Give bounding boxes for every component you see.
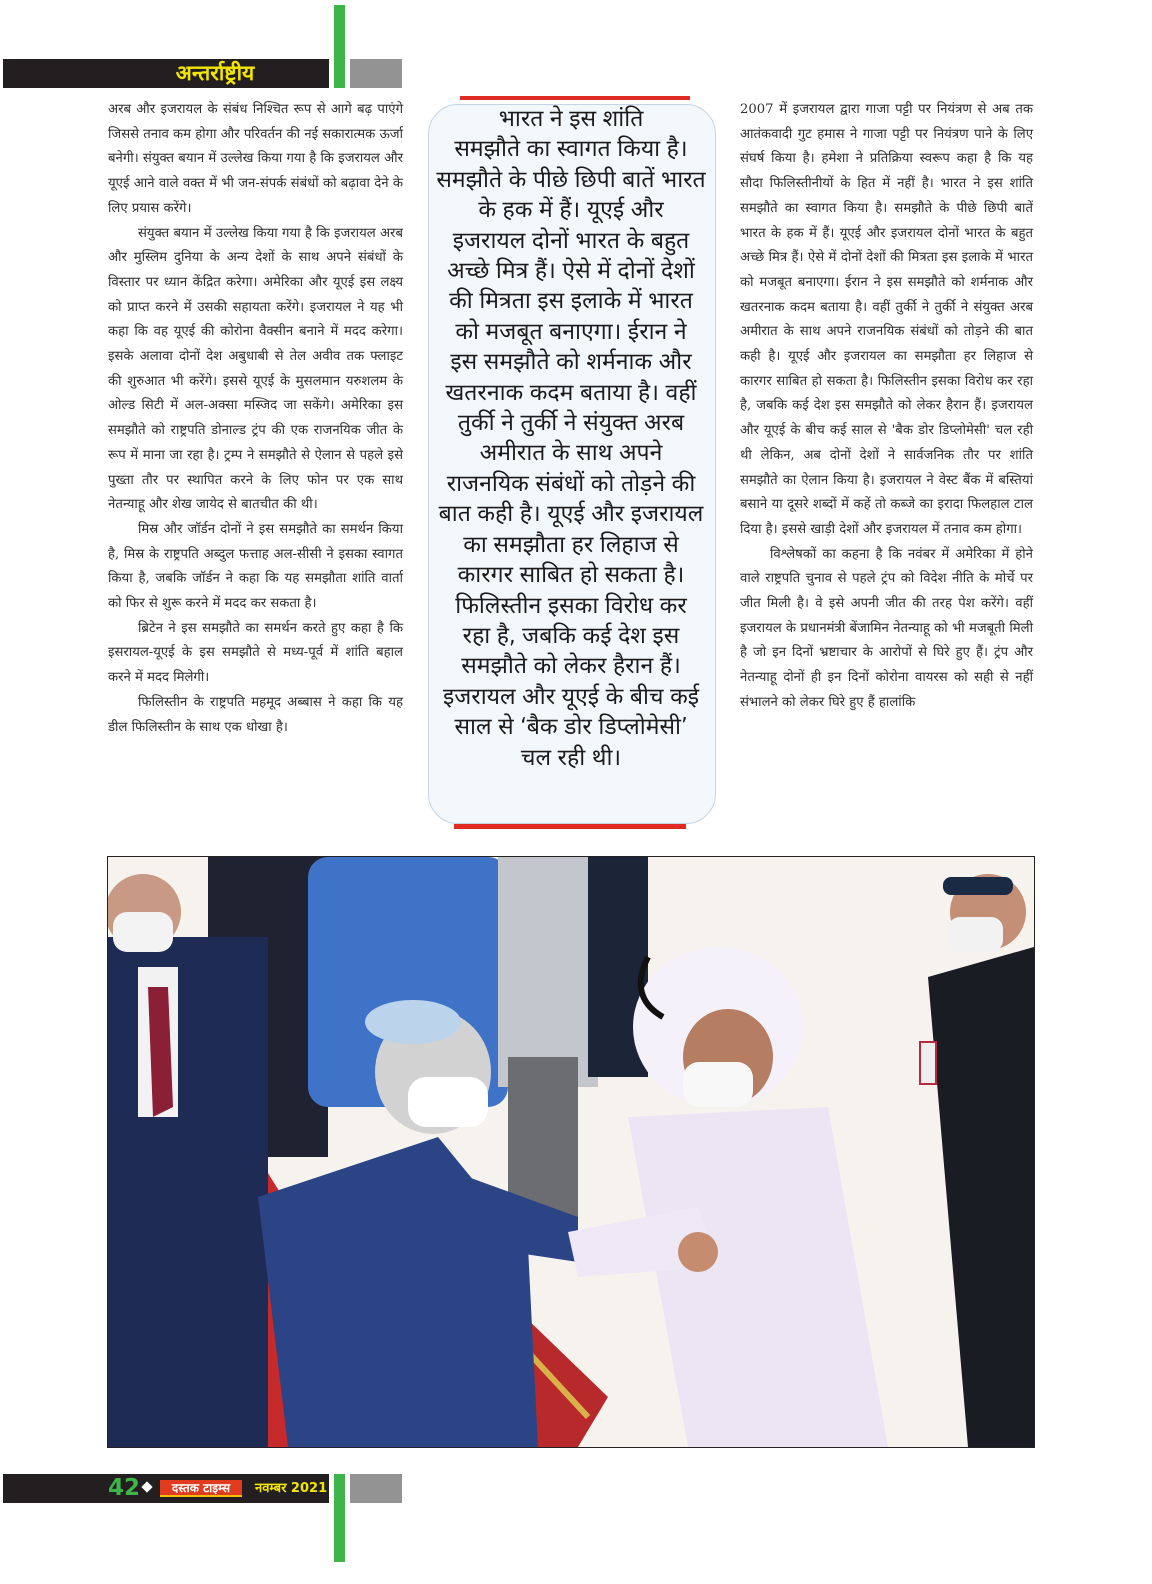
pull-quote-line: समझौते का स्वागत किया है।	[454, 136, 688, 163]
pull-quote-line: की मित्रता इस इलाके में भारत	[449, 288, 693, 315]
section-title: अन्तर्राष्ट्रीय	[175, 61, 255, 85]
paragraph: विश्लेषकों का कहना है कि नवंबर में अमेरिका में होने वाले राष्ट्रपति चुनाव से पहले ट्रंप को विदेश नीति के मोर्चे पर जीत मिली है। वे इसे अपनी जीत की तरह पेश करेंगे। वहीं इजरायल के प्रधानमंत्री बेंजामिन नेतन्याहू को भी मजबूती मिली है जो इन दिनों भ्रष्टाचार के आरोपों से घिरे हुए हैं। ट्रंप और नेतन्याहू दोनों ही इन दिनों कोरोना वायरस को सही से नहीं संभालने को लेकर घिरे हुए हैं हालांकि	[740, 546, 1033, 710]
pull-quote-line: के हक में हैं। यूएई और	[478, 197, 664, 224]
decorative-grey-block	[350, 1474, 402, 1503]
pull-quote-top-rule	[460, 96, 690, 100]
paragraph: ब्रिटेन ने इस समझौते का समर्थन करते हुए कहा है कि इसरायल-यूएई के इस समझौते से मध्य-पूर्व में शांति बहाल करने में मदद मिलेगी।	[108, 620, 403, 686]
pull-quote-line: साल से ‘बैक डोर डिप्लोमेसी’	[454, 714, 688, 741]
pull-quote-line: कारगर साबित हो सकता है।	[457, 562, 685, 589]
pull-quote-line: समझौते के पीछे छिपी बातें भारत	[436, 166, 706, 193]
pull-quote-text	[424, 104, 718, 773]
article-column-right	[740, 98, 1033, 716]
magazine-logo-text: दस्तक टाइम्स	[160, 1480, 242, 1497]
pull-quote-line: समझौते को लेकर हैरान हैं।	[461, 653, 681, 680]
decorative-green-bar	[334, 1474, 345, 1562]
pull-quote-line: अमीरात के साथ अपने	[479, 440, 663, 467]
person-grey-shirt	[498, 857, 598, 1087]
pull-quote-line: अच्छे मित्र हैं। ऐसे में दोनों देशों	[447, 258, 695, 285]
article-column-left	[108, 98, 403, 740]
kippah	[365, 1000, 461, 1044]
pull-quote-line: इस समझौते को शर्मनाक और	[450, 349, 692, 376]
paragraph: अरब और इजरायल के संबंध निश्चित रूप से आगे बढ़ पाएंगे जिससे तनाव कम होगा और परिवर्तन की नई सकारात्मक ऊर्जा बनेगी। संयुक्त बयान में उल्लेख किया गया है कि इजरायल और यूएई आने वाले वक्त में भी जन-संपर्क संबंधों को बढ़ावा देने के लिए प्रयास करेंगे।	[108, 102, 403, 216]
decorative-green-bar	[334, 5, 345, 88]
pull-quote-bottom-rule	[454, 824, 686, 829]
photo-illustration	[108, 857, 1034, 1447]
pull-quote-line: इजरायल दोनों भारत के बहुत	[452, 227, 690, 254]
security-man-left	[108, 937, 268, 1447]
pull-quote-line: इजरायल और यूएई के बीच कई	[442, 683, 700, 710]
paragraph: 2007 में इजरायल द्वारा गाजा पट्टी पर नियंत्रण से अब तक आतंकवादी गुट हमास ने गाजा पट्टी पर नियंत्रण पाने के लिए संघर्ष किया है। हमेशा ने प्रतिक्रिया स्वरूप कहा है कि यह सौदा फिलिस्तीनीयों के हित में नहीं है। भारत ने इस शांति समझौते का स्वागत किया है। समझौते के पीछे छिपी बातें भारत के हक में हैं। यूएई और इजरायल दोनों भारत के बहुत अच्छे मित्र हैं। ऐसे में दोनों देशों की मित्रता इस इलाके में भारत को मजबूत बनाएगा। ईरान ने इस समझौते को शर्मनाक और खतरनाक कदम बताया है। वहीं तुर्की ने तुर्की ने संयुक्त अरब अमीरात के साथ अपने राजनयिक संबंधों को तोड़ने की बात कही है। यूएई और इजरायल का समझौता हर लिहाज से कारगर साबित हो सकता है। फिलिस्तीन इसका विरोध कर रहा है, जबकि कई देश इस समझौते को लेकर हैरान हैं। इजरायल और यूएई के बीच कई साल से 'बैक डोर डिप्लोमेसी' चल रही थी लेकिन, अब दोनों देशों ने सार्वजनिक तौर पर शांति समझौते का ऐलान किया है। इजरायल ने वेस्ट बैंक में बस्तियां बसाने या दूसरे शब्दों में कहें तो कब्जे का इरादा फिलहाल टाल दिया है। इससे खाड़ी देशों और इजरायल में तनाव कम होगा।	[740, 102, 1033, 537]
decorative-grey-block	[350, 59, 402, 88]
pull-quote-line: का समझौता हर लिहाज से	[463, 531, 679, 558]
pull-quote	[424, 96, 718, 826]
pull-quote-line: बात कही है। यूएई और इजरायल	[438, 501, 704, 528]
pull-quote-line: तुर्की ने तुर्की ने संयुक्त अरब	[457, 410, 685, 437]
paragraph: संयुक्त बयान में उल्लेख किया गया है कि इजरायल अरब और मुस्लिम दुनिया के अन्य देशों के साथ अपने संबंधों के विस्तार पर ध्यान केंद्रित करेगा। अमेरिका और यूएई इस लक्ष्य को प्राप्त करने में उसकी सहायता करेंगे। इजरायल ने यह भी कहा कि वह यूएई की कोरोना वैक्सीन बनाने में मदद करेगा। इसके अलावा दोनों देश अबुधाबी से तेल अवीव तक फ्लाइट की शुरुआत भी करेंगे। इससे यूएई के मुसलमान यरुशलम के ओल्ड सिटी में अल-अक्सा मस्जिद जा सकेंगे। अमेरिका इस समझौते को राष्ट्रपति डोनाल्ड ट्रंप की एक राजनयिक जीत के रूप में माना जा रहा है। ट्रम्प ने समझौते से ऐलान से पहले इसे पुख्ता तौर पर स्थापित करने के लिए फोन पर एक साथ नेतन्याहू और शेख जायेद से बातचीत की थी।	[108, 225, 403, 513]
pull-quote-line: को मजबूत बनाएगा। ईरान ने	[455, 318, 687, 345]
pull-quote-line: भारत ने इस शांति	[498, 106, 644, 132]
paragraph: फिलिस्तीन के राष्ट्रपति महमूद अब्बास ने कहा कि यह डील फिलिस्तीन के साथ एक धोखा है।	[108, 694, 403, 735]
pull-quote-line: फिलिस्तीन इसका विरोध कर	[455, 592, 687, 619]
article-photo	[107, 856, 1035, 1448]
pull-quote-line: चल रही थी।	[520, 744, 622, 771]
pull-quote-line: खतरनाक कदम बताया है। वहीं	[445, 379, 697, 406]
page-number: 42	[108, 1475, 141, 1501]
pull-quote-line: राजनयिक संबंधों को तोड़ने की	[446, 470, 696, 497]
pull-quote-line: रहा है, जबकि कई देश इस	[462, 622, 680, 649]
magazine-logo	[160, 1480, 242, 1497]
paragraph: मिस्र और जॉर्डन दोनों ने इस समझौते का समर्थन किया है, मिस्र के राष्ट्रपति अब्दुल फत्ताह अल-सीसी ने इसका स्वागत किया है, जबकि जॉर्डन ने कहा कि यह समझौता शांति वार्ता को फिर से शुरू करने में मदद कर सकता है।	[108, 521, 403, 612]
issue-date: नवम्बर 2021	[255, 1481, 328, 1496]
